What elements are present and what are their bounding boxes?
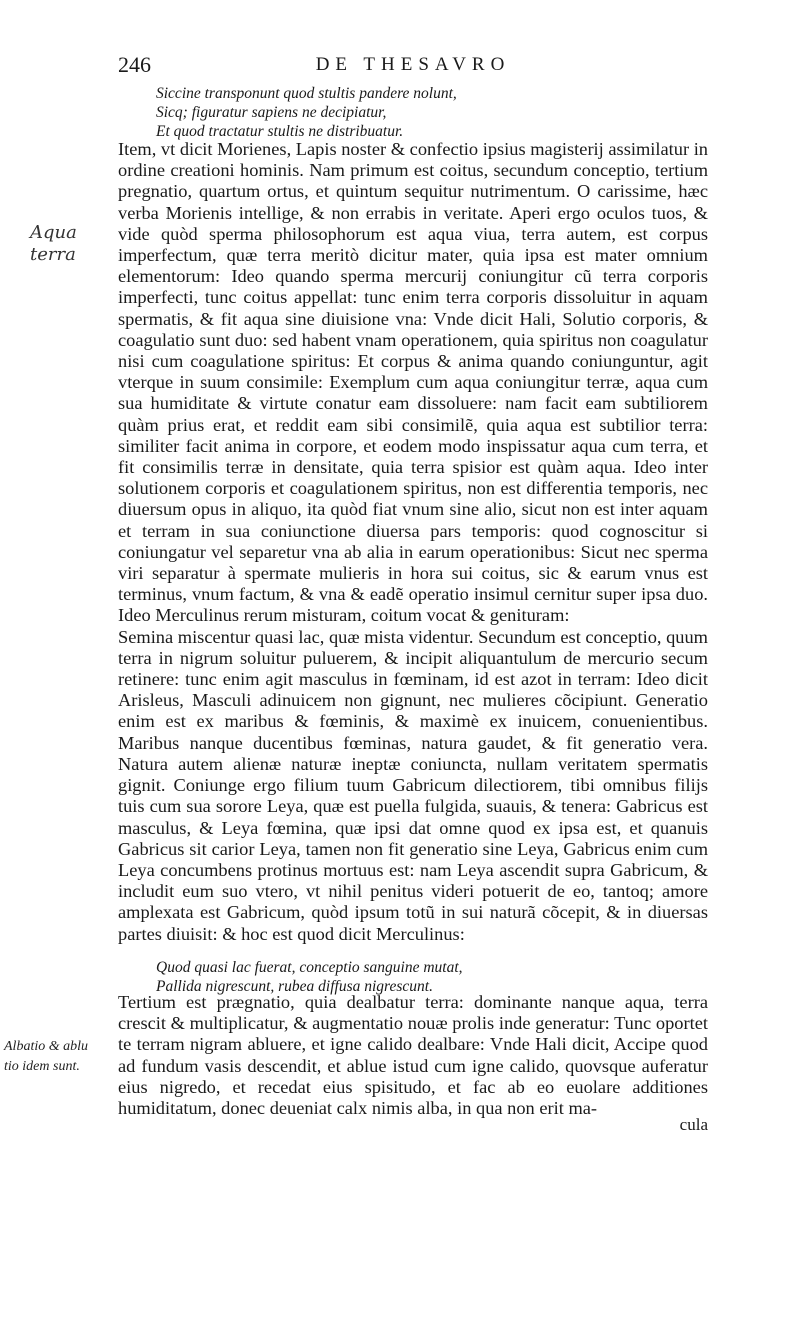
margin-note-line: Albatio & ablu: [4, 1039, 88, 1054]
verse-line: Siccine transponunt quod stultis pandere nolunt,: [156, 85, 457, 102]
paragraph-2: Semina miscentur quasi lac, quæ mista videntur. Secundum est conceptio, quum terra in nigrum soluitur puluerem, & incipit aliquantulum de mercurio secum retinere: tunc enim agit masculus in fœminam, id est azot in terram: Ideo dicit Arisleus, Masculi adinuicem non gignunt, nec mulieres cõcipiunt. Generatio enim est ex maribus & fœminis, & maximè ex inuicem, conuenientibus. Maribus nanque ducentibus fœminas, natura gaudet, & fit generatio vera. Natura autem alienæ naturæ ineptæ coniuncta, nullam veritatem spermatis gignit. Coniunge ergo filium tuum Gabricum dilectiorem, tibi omnibus filijs tuis cum sua sorore Leya, quæ est puella fulgida, suauis, & tenera: Gabricus est masculus, & Leya fœmina, quæ ipsi dat omne quod ex ipsa est, et quanuis Gabricus sit carior Leya, tamen non fit generatio sine Leya, Gabricus enim cum Leya concumbens protinus mortuus est: nam Leya ascendit supra Gabricum, & includit eum suo vtero, vt nihil penitus videri potuerit de eo, tantoq; amore amplexata est Gabricum, quòd ipsum totũ in sui naturã cõcepit, & in diuersas partes diuisit: & hoc est quod dicit Merculinus:: [118, 626, 708, 944]
main-text: [118, 139, 708, 945]
verse-middle: [118, 958, 708, 996]
catchword: cula: [679, 1115, 708, 1134]
verse-line: Pallida nigrescunt, rubea diffusa nigrescunt.: [156, 978, 433, 995]
paragraph-3: Tertium est prægnatio, quia dealbatur terra: dominante nanque aqua, terra crescit & multiplicatur, & augmentatio nouæ prolis inde generatur: Tunc oportet te terram nigram abluere, et igne calido dealbare: Vnde Hali dicit, Accipe quod ad fundum vasis descendit, et ablue istud cum igne calido, quovsque auferatur eius nigredo, et recedat eius spisitudo, et fac ab eo euolare additiones humiditatum, donec deueniat calx nimis alba, in qua non erit ma-: [118, 992, 708, 1119]
text-continued: [118, 992, 708, 1119]
verse-line: Et quod tractatur stultis ne distribuatur.: [156, 123, 404, 140]
page-number: 246: [118, 52, 151, 77]
margin-note-line: tio idem sunt.: [4, 1059, 80, 1074]
verse-top: [118, 84, 708, 141]
handwritten-margin-note: Aqua terra: [30, 222, 77, 265]
verse-line: Sicq; figuratur sapiens ne decipiatur,: [156, 104, 387, 121]
printed-margin-note: [4, 1037, 116, 1077]
running-title: DE THESAVRO: [315, 54, 511, 75]
paragraph-1: Item, vt dicit Morienes, Lapis noster & confectio ipsius magisterij assimilatur in ordine creationi hominis. Nam primum est coitus, secundum conceptio, tertium pregnatio, quartum ortus, et quintum sequitur nutrimentum. O carissime, hæc verba Morienis intellige, & non errabis in veritate. Aperi ergo oculos tuos, & vide quòd sperma philosophorum est aqua viua, terra autem, est corpus imperfectum, quæ terra meritò dicitur mater, quia ipsa est mater omnium elementorum: Ideo quando sperma mercurij coniungitur cũ terra corporis imperfecti, tunc coitus appellat: tunc enim terra corporis dissoluitur in aquam spermatis, & fit aqua sine diuisione vna: Vnde dicit Hali, Solutio corporis, & coagulatio sunt duo: sed habent vnam operationem, quia spiritus non coagulatur nisi cum coagulatione spiritus: Et corpus & anima quando coniunguntur, agit vterque in suum consimile: Exemplum cum aqua coniungitur terræ, aqua cum sua humiditate & virtute conatur eam dissoluere: nam facit eam subtiliorem quàm prius erat, et reddit eam sibi consimilẽ, quia aqua est subtilior terra: similiter facit anima in corpore, et eodem modo inspissatur aqua cum terra, et fit consimilis terræ in densitate, quia terra spisior est quàm aqua. Ideo inter solutionem corporis et coagulationem spiritus, non est differentia temporis, nec diuersum opus in aliquo, ita quòd fiat vnum sine alio, sicut non est inter aquam et terram in sua coniunctione diuersa pars temporis: quod cognoscitur si coniungatur vel separetur vna ab alia in earum operationibus: Sicut nec sperma viri separatur à spermate mulieris in hora sui coitus, sic & earum vnus est terminus, vnum factum, & vna & eadẽ operatio insimul cernitur super ipsa duo. Ideo Merculinus rerum misturam, coitum vocat & genituram:: [118, 139, 708, 626]
page-header: [118, 52, 708, 80]
verse-line: Quod quasi lac fuerat, conceptio sanguine mutat,: [156, 959, 463, 976]
